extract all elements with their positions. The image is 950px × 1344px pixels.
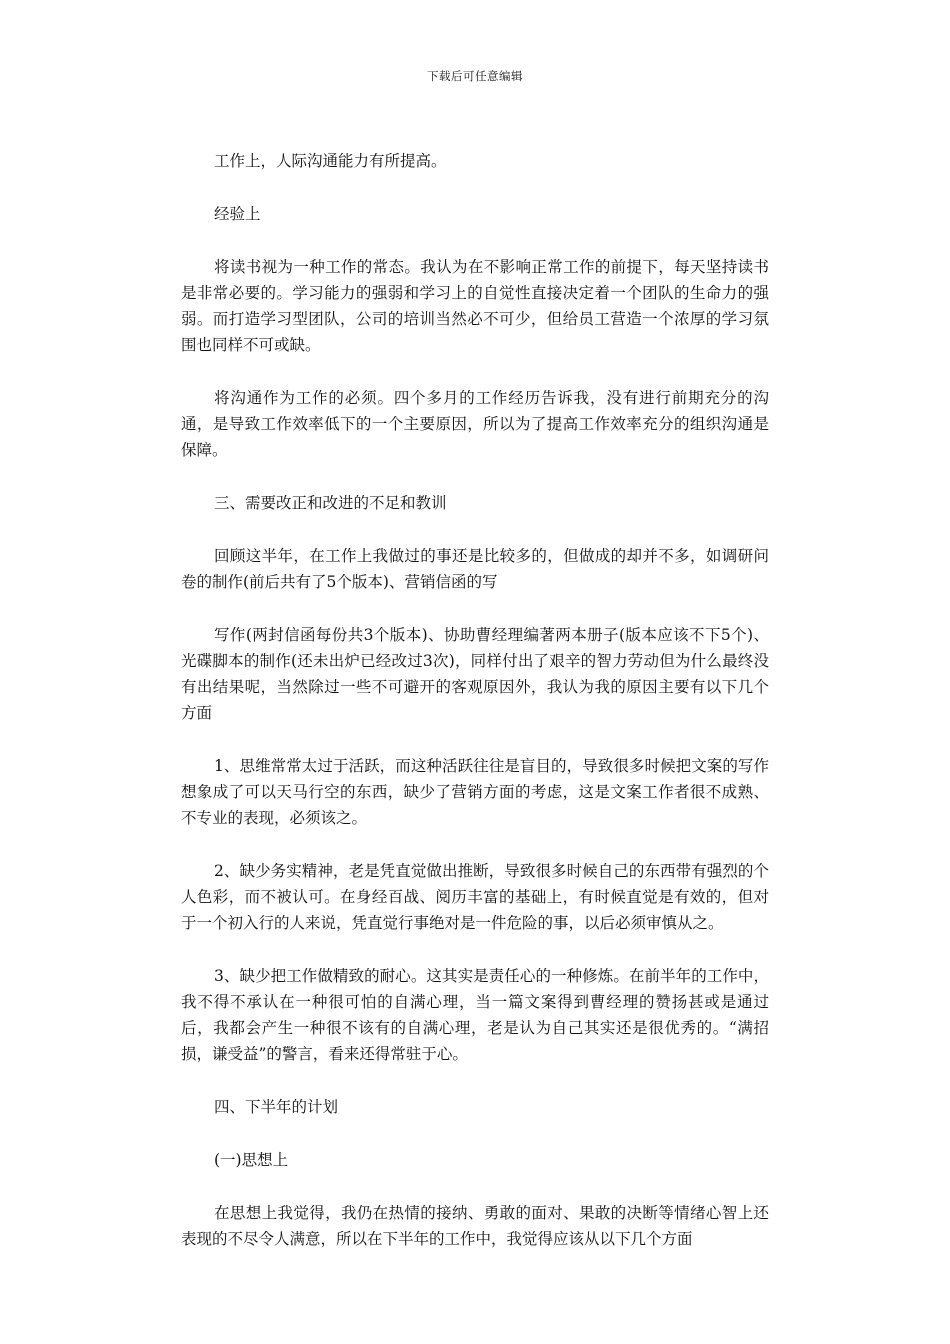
section-heading: 经验上 xyxy=(214,205,261,223)
paragraph: 写作(两封信函每份共3个版本)、协助曹经理编著两本册子(版本应该不下5个)、光碟脚本的制作(还未出炉已经改过3次)，同样付出了艰辛的智力劳动但为什么最终没有出结果呢，当然除过一些不可避开的客观原因外，我认为我的原因主要有以下几个方面 xyxy=(181,626,769,722)
paragraph: 在思想上我觉得，我仍在热情的接纳、勇敢的面对、果敢的决断等情绪心智上还表现的不尽令人满意，所以在下半年的工作中，我觉得应该从以下几个方面 xyxy=(181,1204,769,1248)
subsection-heading: (一)思想上 xyxy=(214,1151,289,1169)
list-item: 1、思维常常太过于活跃，而这种活跃往往是盲目的，导致很多时候把文案的写作想象成了可以天马行空的东西，缺少了营销方面的考虑，这是文案工作者很不成熟、不专业的表现，必须该之。 xyxy=(181,757,769,827)
paragraph: 回顾这半年，在工作上我做过的事还是比较多的，但做成的却并不多，如调研问卷的制作(前后共有了5个版本)、营销信函的写 xyxy=(181,547,769,591)
list-item: 3、缺少把工作做精致的耐心。这其实是责任心的一种修炼。在前半年的工作中，我不得不承认在一种很可怕的自满心理，当一篇文案得到曹经理的赞扬甚或是通过后，我都会产生一种很不该有的自满心理，老是认为自己其实还是很优秀的。“满招损，谦受益”的警言，看来还得常驻于心。 xyxy=(181,967,769,1063)
section-heading: 四、下半年的计划 xyxy=(214,1098,339,1116)
header-note: 下载后可任意编辑 xyxy=(427,69,523,83)
paragraph: 将沟通作为工作的必须。四个多月的工作经历告诉我，没有进行前期充分的沟通，是导致工作效率低下的一个主要原因，所以为了提高工作效率充分的组织沟通是保障。 xyxy=(181,389,769,459)
section-heading: 三、需要改正和改进的不足和教训 xyxy=(214,494,447,512)
paragraph: 将读书视为一种工作的常态。我认为在不影响正常工作的前提下，每天坚持读书是非常必要的。学习能力的强弱和学习上的自觉性直接决定着一个团队的生命力的强弱。而打造学习型团队，公司的培训当然必不可少，但给员工营造一个浓厚的学习氛围也同样不可或缺。 xyxy=(181,258,769,354)
list-item: 2、缺少务实精神，老是凭直觉做出推断，导致很多时候自己的东西带有强烈的个人色彩，而不被认可。在身经百战、阅历丰富的基础上，有时候直觉是有效的，但对于一个初入行的人来说，凭直觉行事绝对是一件危险的事，以后必须审慎从之。 xyxy=(181,862,769,932)
document-body xyxy=(181,148,769,1279)
paragraph: 工作上，人际沟通能力有所提高。 xyxy=(214,152,447,170)
